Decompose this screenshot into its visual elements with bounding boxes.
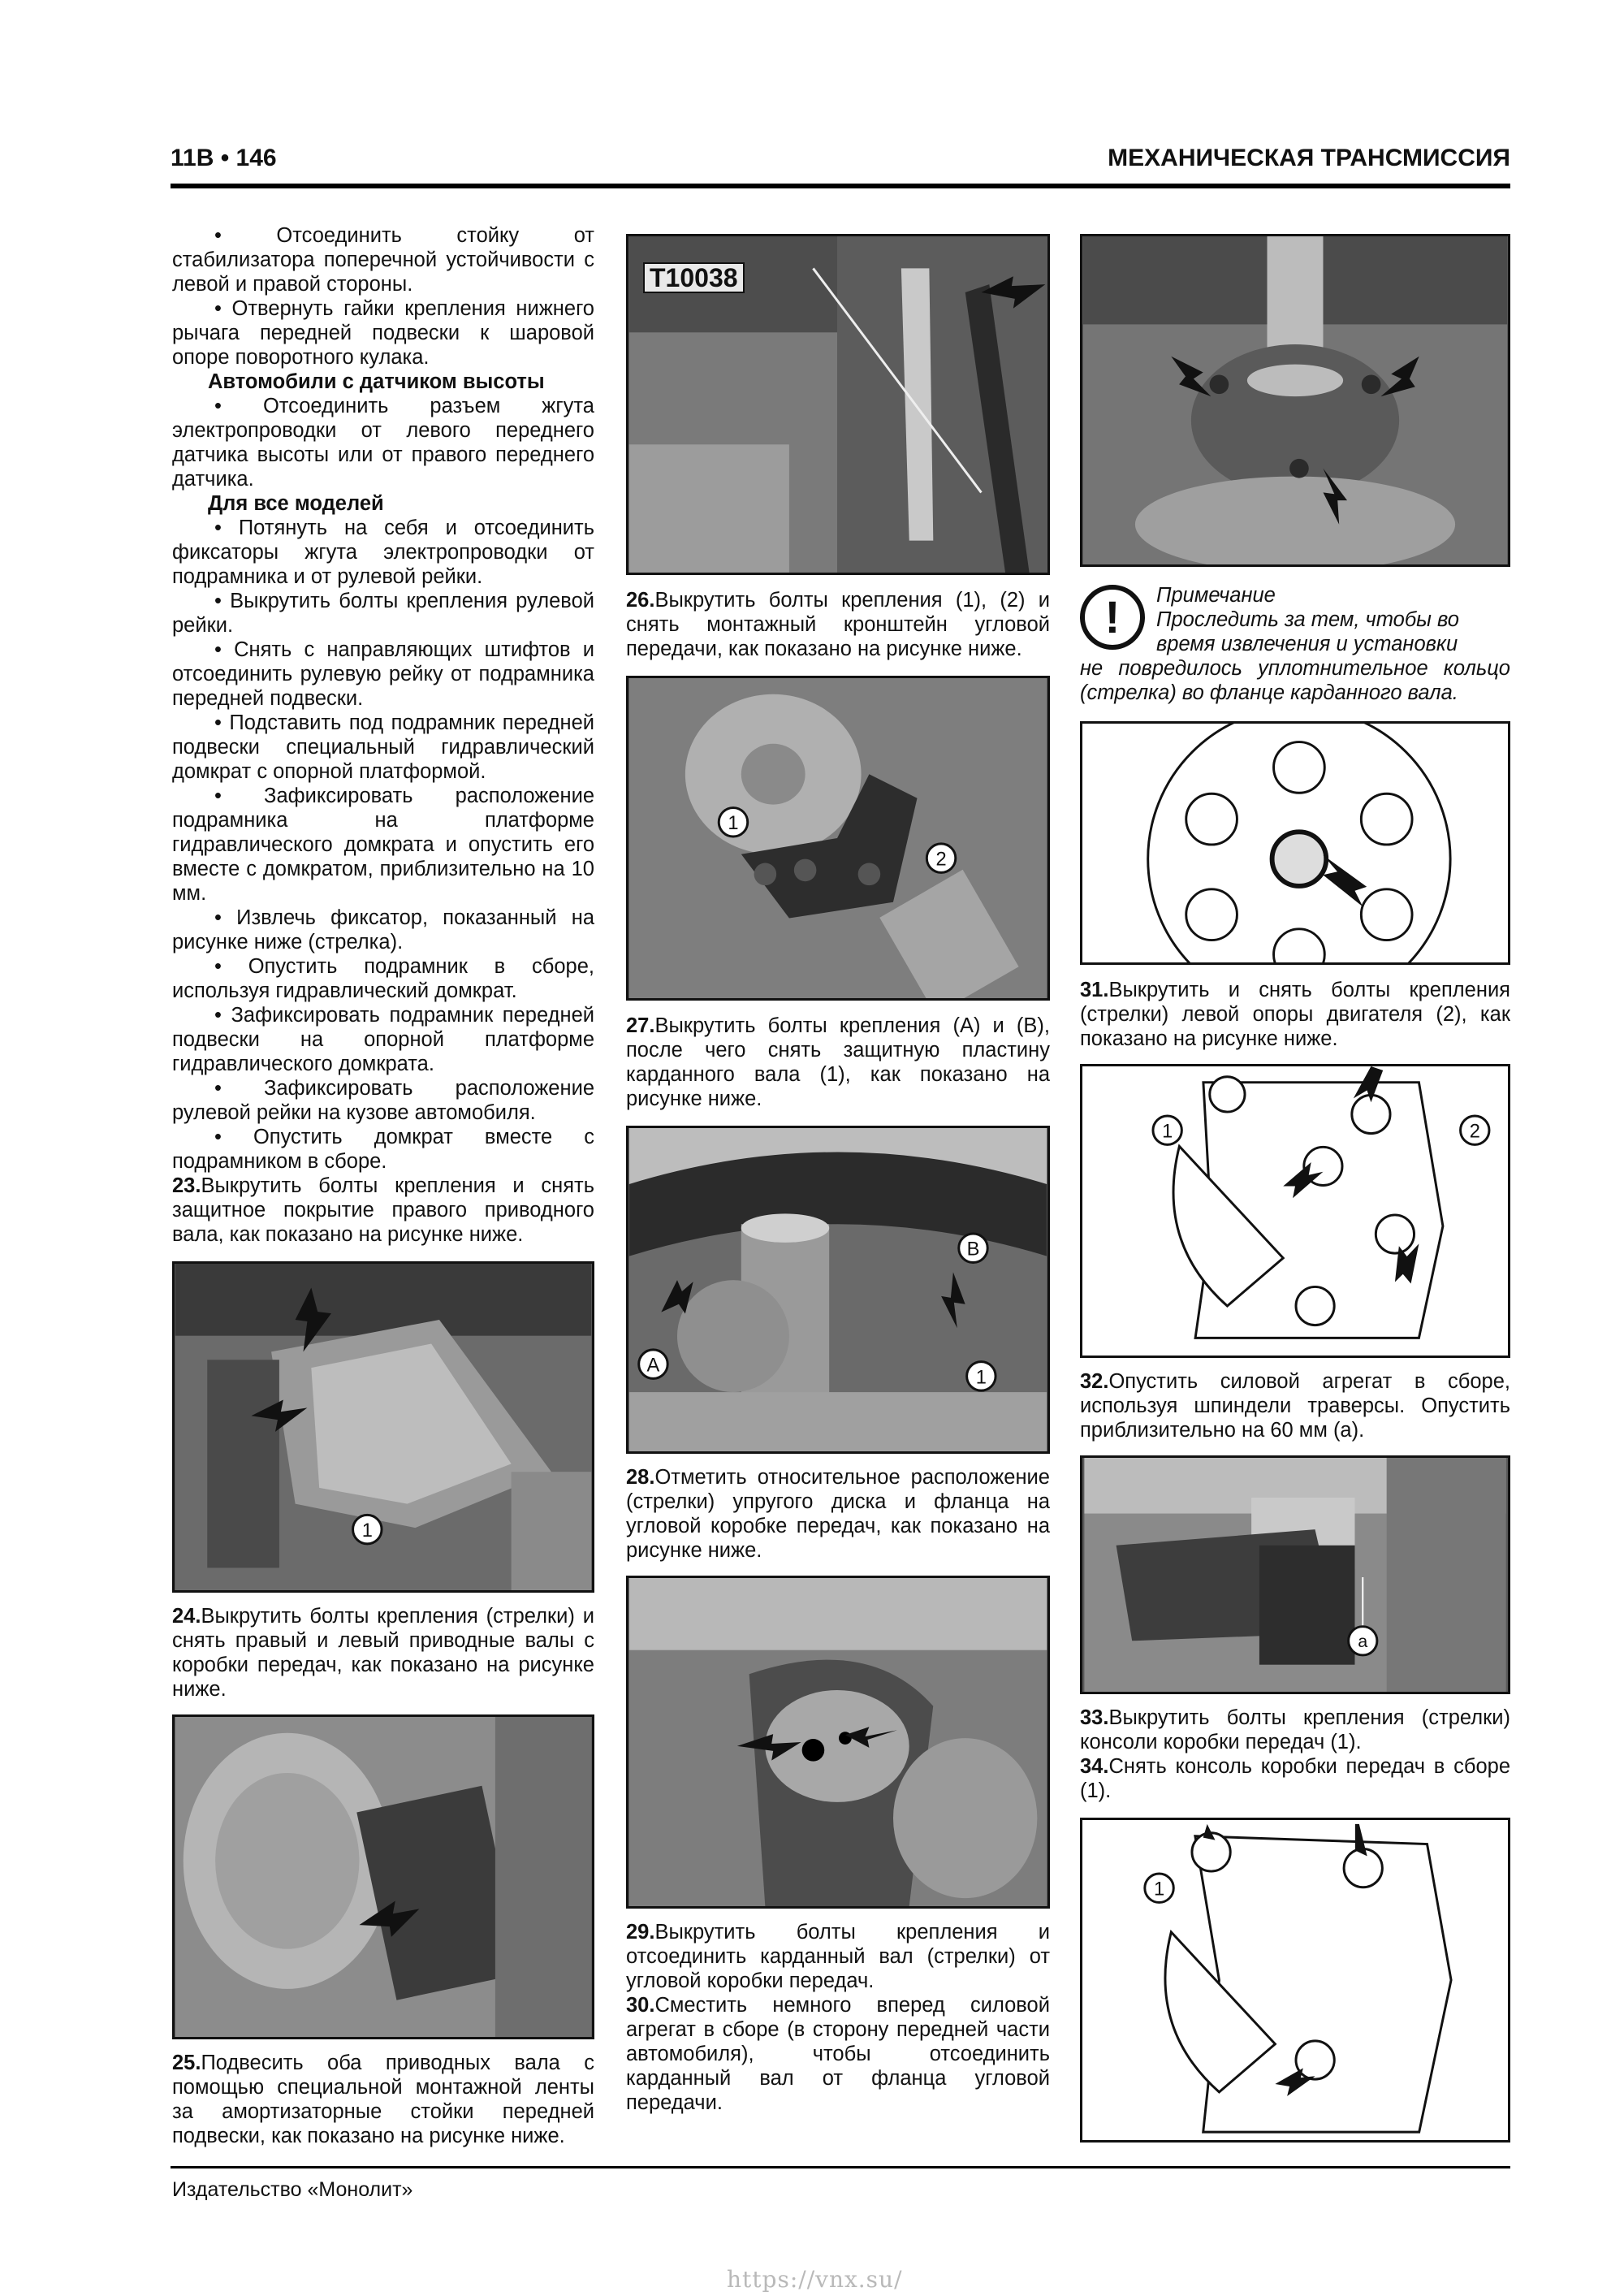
figure-flange-marks [626, 1576, 1050, 1909]
figure-gearbox-bracket [1080, 1818, 1510, 2143]
photo-illustration [1082, 1458, 1508, 1692]
column-2 [626, 234, 1050, 2115]
step-32: 32.Опустить силовой агрегат в сборе, используя шпиндели траверсы. Опустить приблизительно на 60 мм (а). [1080, 1370, 1510, 1442]
paragraph: • Отсоединить разъем жгута электропроводки от левого переднего датчика высоты или от правого переднего датчика. [172, 395, 594, 491]
section-page-number: 11В • 146 [171, 145, 277, 171]
paragraph: • Потянуть на себя и отсоединить фиксаторы жгута электропроводки от подрамника и от рулевой рейки. [172, 517, 594, 588]
step-34: 34.Снять консоль коробки передач в сборе (1). [1080, 1755, 1510, 1802]
paragraph: • Извлечь фиксатор, показанный на рисунке ниже (стрелка). [172, 906, 594, 953]
figure-drive-shafts [172, 1714, 594, 2039]
figure-tool-t10038 [626, 234, 1050, 575]
note-title: Примечание [1156, 584, 1276, 607]
svg-text:1: 1 [1162, 1121, 1173, 1143]
step-24: 24.Выкрутить болты крепления (стрелки) и снять правый и левый приводные валы с коробки передач, как показано на рисунке ниже. [172, 1605, 594, 1701]
figure-driveshaft-cover [172, 1261, 594, 1593]
svg-text:2: 2 [935, 849, 947, 871]
svg-text:1: 1 [975, 1367, 987, 1389]
photo-illustration [1082, 236, 1508, 564]
paragraph: • Подставить под подрамник передней подвески специальный гидравлический домкрат с опорной платформой. [172, 711, 594, 783]
paragraph: • Зафиксировать подрамник передней подвески на опорной платформе гидравлического домкрата. [172, 1004, 594, 1075]
paragraph: • Отвернуть гайки крепления нижнего рычага передней подвески к шаровой опоре поворотного кулака. [172, 297, 594, 369]
step-33: 33.Выкрутить болты крепления (стрелки) консоли коробки передач (1). [1080, 1706, 1510, 1753]
footer-rule [171, 2166, 1510, 2168]
step-28: 28.Отметить относительное расположение (стрелки) упругого диска и фланца на угловой коробке передач, как показано на рисунке ниже. [626, 1466, 1050, 1562]
figure-cardan-flange [1080, 234, 1510, 567]
line-illustration [1082, 724, 1508, 962]
photo-illustration [628, 1128, 1047, 1451]
figure-seal-ring [1080, 721, 1510, 965]
svg-text:1: 1 [361, 1520, 373, 1541]
step-25: 25.Подвесить оба приводных вала с помощью специальной монтажной ленты за амортизаторные стойки передней подвески, как показано на рисунке ниже. [172, 2052, 594, 2147]
paragraph: • Снять с направляющих штифтов и отсоединить рулевую рейку от подрамника передней подвески. [172, 638, 594, 710]
figure-engine-mount [1080, 1064, 1510, 1358]
photo-illustration [628, 678, 1047, 998]
step-30: 30.Сместить немного вперед силовой агрегат в сборе (в сторону передней части автомобиля), чтобы отсоединить карданный вал от фланца угловой передачи. [626, 1994, 1050, 2114]
paragraph: • Отсоединить стойку от стабилизатора поперечной устойчивости с левой и правой стороны. [172, 224, 594, 296]
warning-icon: ! [1080, 585, 1145, 650]
photo-illustration [628, 1578, 1047, 1906]
line-illustration [1082, 1820, 1508, 2140]
note-block [1080, 583, 1510, 705]
chapter-title: МЕХАНИЧЕСКАЯ ТРАНСМИССИЯ [1108, 145, 1510, 171]
paragraph: • Опустить подрамник в сборе, используя гидравлический домкрат. [172, 955, 594, 1002]
svg-text:B: B [966, 1239, 980, 1260]
subheading: Для все моделей [208, 492, 384, 515]
subheading: Автомобили с датчиком высоты [208, 370, 545, 393]
svg-text:2: 2 [1469, 1121, 1480, 1143]
publisher-footer: Издательство «Монолит» [172, 2178, 413, 2201]
paragraph: • Зафиксировать расположение подрамника на платформе гидравлического домкрата и опустить его вместе с домкратом, приблизительно на 10 мм. [172, 785, 594, 905]
paragraph: • Зафиксировать расположение рулевой рейки на кузове автомобиля. [172, 1077, 594, 1124]
tool-code-label: T10038 [643, 262, 745, 293]
note-text: не повредилось уплотнительное кольцо (стрелка) во фланце карданного вала. [1080, 657, 1510, 704]
paragraph: • Выкрутить болты крепления рулевой рейки. [172, 590, 594, 637]
svg-text:a: a [1358, 1631, 1368, 1652]
figure-mounting-bracket [626, 676, 1050, 1001]
page-header [171, 145, 1510, 185]
step-31: 31.Выкрутить и снять болты крепления (стрелки) левой опоры двигателя (2), как показано на рисунке ниже. [1080, 979, 1510, 1050]
step-27: 27.Выкрутить болты крепления (A) и (B), после чего снять защитную пластину карданного вала (1), как показано на рисунке ниже. [626, 1014, 1050, 1110]
svg-text:1: 1 [728, 813, 739, 835]
note-line: Проследить за тем, чтобы во [1156, 608, 1459, 631]
note-line: время извлечения и установки [1156, 633, 1458, 655]
column-1 [172, 223, 594, 2148]
step-26: 26.Выкрутить болты крепления (1), (2) и снять монтажный кронштейн угловой передачи, как показано на рисунке ниже. [626, 589, 1050, 660]
header-rule [171, 184, 1510, 188]
svg-text:A: A [646, 1355, 660, 1377]
figure-lowering [1080, 1455, 1510, 1694]
source-watermark: https://vnx.su/ [727, 2266, 903, 2293]
figure-protective-plate [626, 1126, 1050, 1454]
step-29: 29.Выкрутить болты крепления и отсоединить карданный вал (стрелки) от угловой коробки передач. [626, 1921, 1050, 1992]
line-illustration [1082, 1066, 1508, 1356]
step-23: 23.Выкрутить болты крепления и снять защитное покрытие правого приводного вала, как показано на рисунке ниже. [172, 1174, 594, 1246]
photo-illustration [175, 1264, 592, 1590]
photo-illustration [175, 1717, 592, 2037]
paragraph: • Опустить домкрат вместе с подрамником в сборе. [172, 1126, 594, 1173]
column-3 [1080, 234, 1510, 2143]
svg-text:1: 1 [1153, 1879, 1165, 1900]
